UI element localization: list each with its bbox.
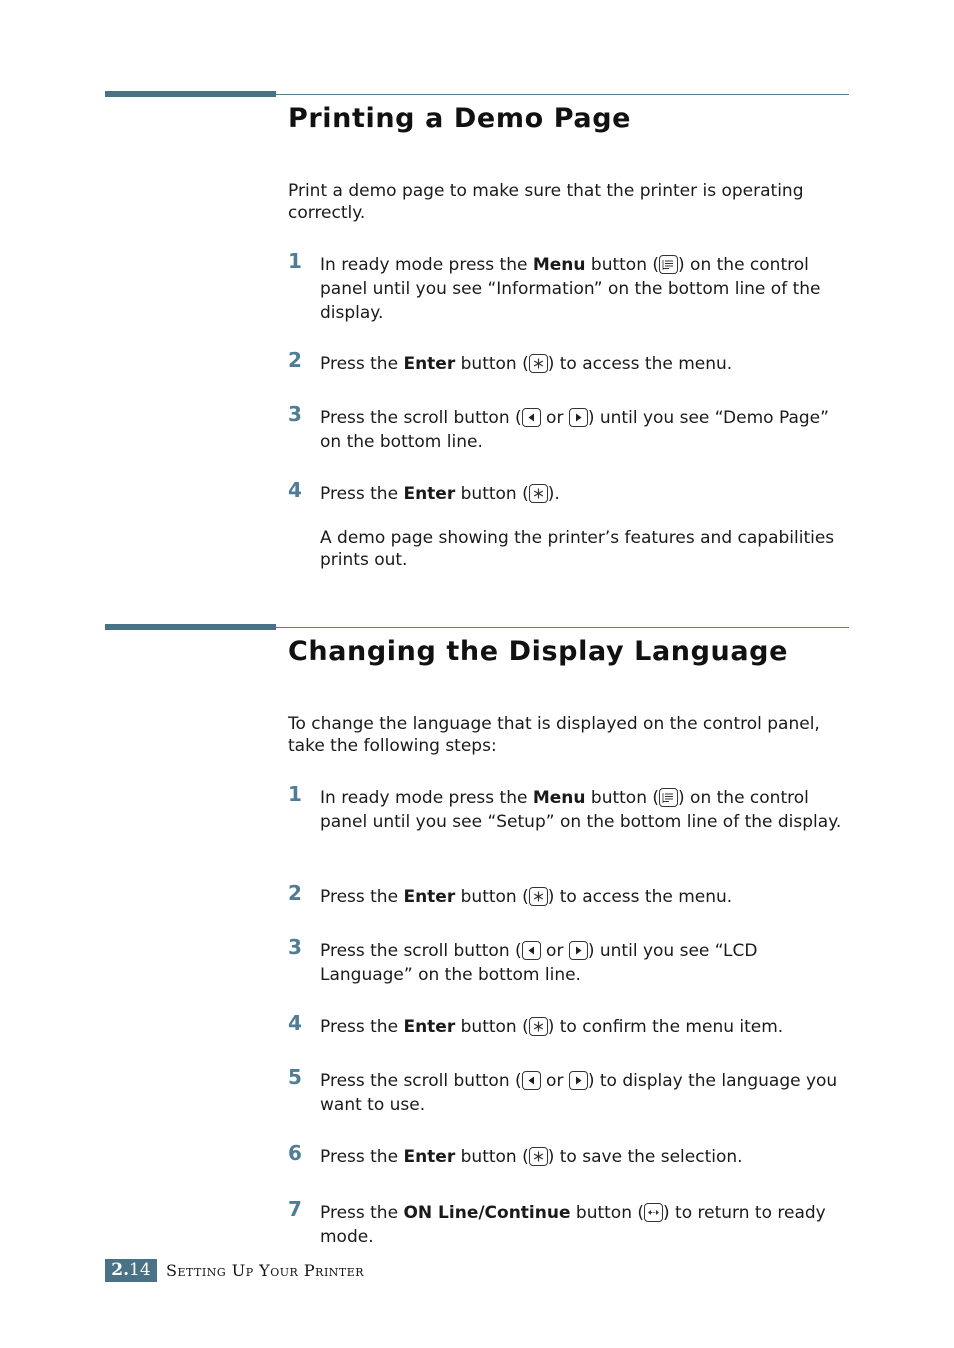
button-name: Enter bbox=[403, 1147, 456, 1167]
step-number: 3 bbox=[288, 402, 302, 426]
step-text-part: button ( bbox=[455, 887, 529, 907]
scroll-right-icon bbox=[569, 941, 588, 960]
step-text-part: Press the scroll button ( bbox=[320, 941, 522, 961]
step-text bbox=[320, 253, 854, 325]
step-text-part: button ( bbox=[455, 484, 529, 504]
step-text-part: button ( bbox=[585, 788, 660, 808]
step-text-part: or bbox=[540, 408, 569, 428]
step-number: 2 bbox=[288, 881, 302, 905]
step-text-part: Press the bbox=[320, 1203, 404, 1223]
scroll-left-icon bbox=[522, 1071, 541, 1090]
step-text-part: ) to display the language you want to use. bbox=[320, 1071, 838, 1115]
step-number: 1 bbox=[288, 249, 302, 273]
step-text-part: ) on the control panel until you see “Setup” on the bottom line of the display. bbox=[320, 788, 842, 832]
step-text-part: button ( bbox=[455, 354, 529, 374]
step-text bbox=[320, 352, 854, 376]
chapter-number: 2. bbox=[111, 1260, 130, 1280]
step-text-part: ) on the control panel until you see “Information” on the bottom line of the display. bbox=[320, 255, 821, 323]
step-text-part: or bbox=[540, 1071, 569, 1091]
step-number: 4 bbox=[288, 1011, 302, 1035]
step-number: 3 bbox=[288, 935, 302, 959]
enter-icon bbox=[529, 484, 548, 503]
section-title: Printing a Demo Page bbox=[288, 103, 632, 134]
menu-icon bbox=[659, 255, 678, 274]
step-text-part: ) to save the selection. bbox=[547, 1147, 743, 1167]
scroll-right-icon bbox=[569, 1071, 588, 1090]
section-rule-thin bbox=[276, 627, 849, 628]
step-text bbox=[320, 482, 854, 506]
scroll-left-icon bbox=[522, 941, 541, 960]
step-text-part: ) to confirm the menu item. bbox=[547, 1017, 784, 1037]
enter-icon bbox=[529, 354, 548, 373]
enter-icon bbox=[529, 1147, 548, 1166]
page-number: 14 bbox=[129, 1260, 151, 1280]
step-result-note: A demo page showing the printer’s features and capabilities prints out. bbox=[320, 528, 835, 570]
step-text bbox=[320, 1145, 854, 1169]
step-number: 6 bbox=[288, 1141, 302, 1165]
section-title: Changing the Display Language bbox=[288, 636, 789, 667]
step-text-part: or bbox=[540, 941, 569, 961]
step-text-part: ) until you see “Demo Page” on the bottom line. bbox=[320, 408, 829, 452]
scroll-left-icon bbox=[522, 408, 541, 427]
enter-icon bbox=[529, 1017, 548, 1036]
step-text-part: ) until you see “LCD Language” on the bottom line. bbox=[320, 941, 758, 985]
step-text-part: Press the bbox=[320, 1147, 404, 1167]
step-text bbox=[320, 786, 854, 834]
step-text-part: Press the bbox=[320, 484, 404, 504]
button-name: Enter bbox=[403, 887, 456, 907]
chapter-title: Setting Up Your Printer bbox=[166, 1261, 365, 1280]
button-name: Menu bbox=[532, 788, 586, 808]
step-text-part: Press the bbox=[320, 1017, 404, 1037]
step-text-part: ) to access the menu. bbox=[547, 354, 733, 374]
step-number: 2 bbox=[288, 348, 302, 372]
step-text bbox=[320, 406, 854, 454]
scroll-right-icon bbox=[569, 408, 588, 427]
step-text-part: Press the bbox=[320, 887, 404, 907]
step-number: 5 bbox=[288, 1065, 302, 1089]
step-text-part: ) to access the menu. bbox=[547, 887, 733, 907]
page-number-badge bbox=[105, 1259, 157, 1282]
step-text-part: Press the scroll button ( bbox=[320, 408, 522, 428]
step-text bbox=[320, 939, 854, 987]
button-name: Enter bbox=[403, 354, 456, 374]
step-text-part: In ready mode press the bbox=[320, 255, 533, 275]
button-name: Menu bbox=[532, 255, 586, 275]
step-number: 4 bbox=[288, 478, 302, 502]
step-text bbox=[320, 1069, 854, 1117]
step-text bbox=[320, 1201, 854, 1249]
button-name: Enter bbox=[403, 484, 456, 504]
section-rule-thin bbox=[276, 94, 849, 95]
step-text-part: In ready mode press the bbox=[320, 788, 533, 808]
step-text-part: Press the bbox=[320, 354, 404, 374]
section-rule-thick bbox=[105, 624, 276, 630]
button-name: ON Line/Continue bbox=[403, 1203, 571, 1223]
section-rule-thick bbox=[105, 91, 276, 97]
step-text-part: Press the scroll button ( bbox=[320, 1071, 522, 1091]
step-text-part: button ( bbox=[585, 255, 660, 275]
section-intro: Print a demo page to make sure that the printer is operating correctly. bbox=[288, 181, 804, 223]
button-name: Enter bbox=[403, 1017, 456, 1037]
section-intro: To change the language that is displayed on the control panel, take the following steps: bbox=[288, 714, 820, 756]
step-text-part: button ( bbox=[570, 1203, 645, 1223]
online-continue-icon bbox=[644, 1203, 663, 1222]
step-number: 7 bbox=[288, 1197, 302, 1221]
enter-icon bbox=[529, 887, 548, 906]
step-text bbox=[320, 1015, 854, 1039]
step-text-part: button ( bbox=[455, 1017, 529, 1037]
step-text-part: button ( bbox=[455, 1147, 529, 1167]
step-text-part: ) to return to ready mode. bbox=[320, 1203, 826, 1247]
step-text-part: ). bbox=[547, 484, 560, 504]
step-number: 1 bbox=[288, 782, 302, 806]
menu-icon bbox=[659, 788, 678, 807]
step-text bbox=[320, 885, 854, 909]
